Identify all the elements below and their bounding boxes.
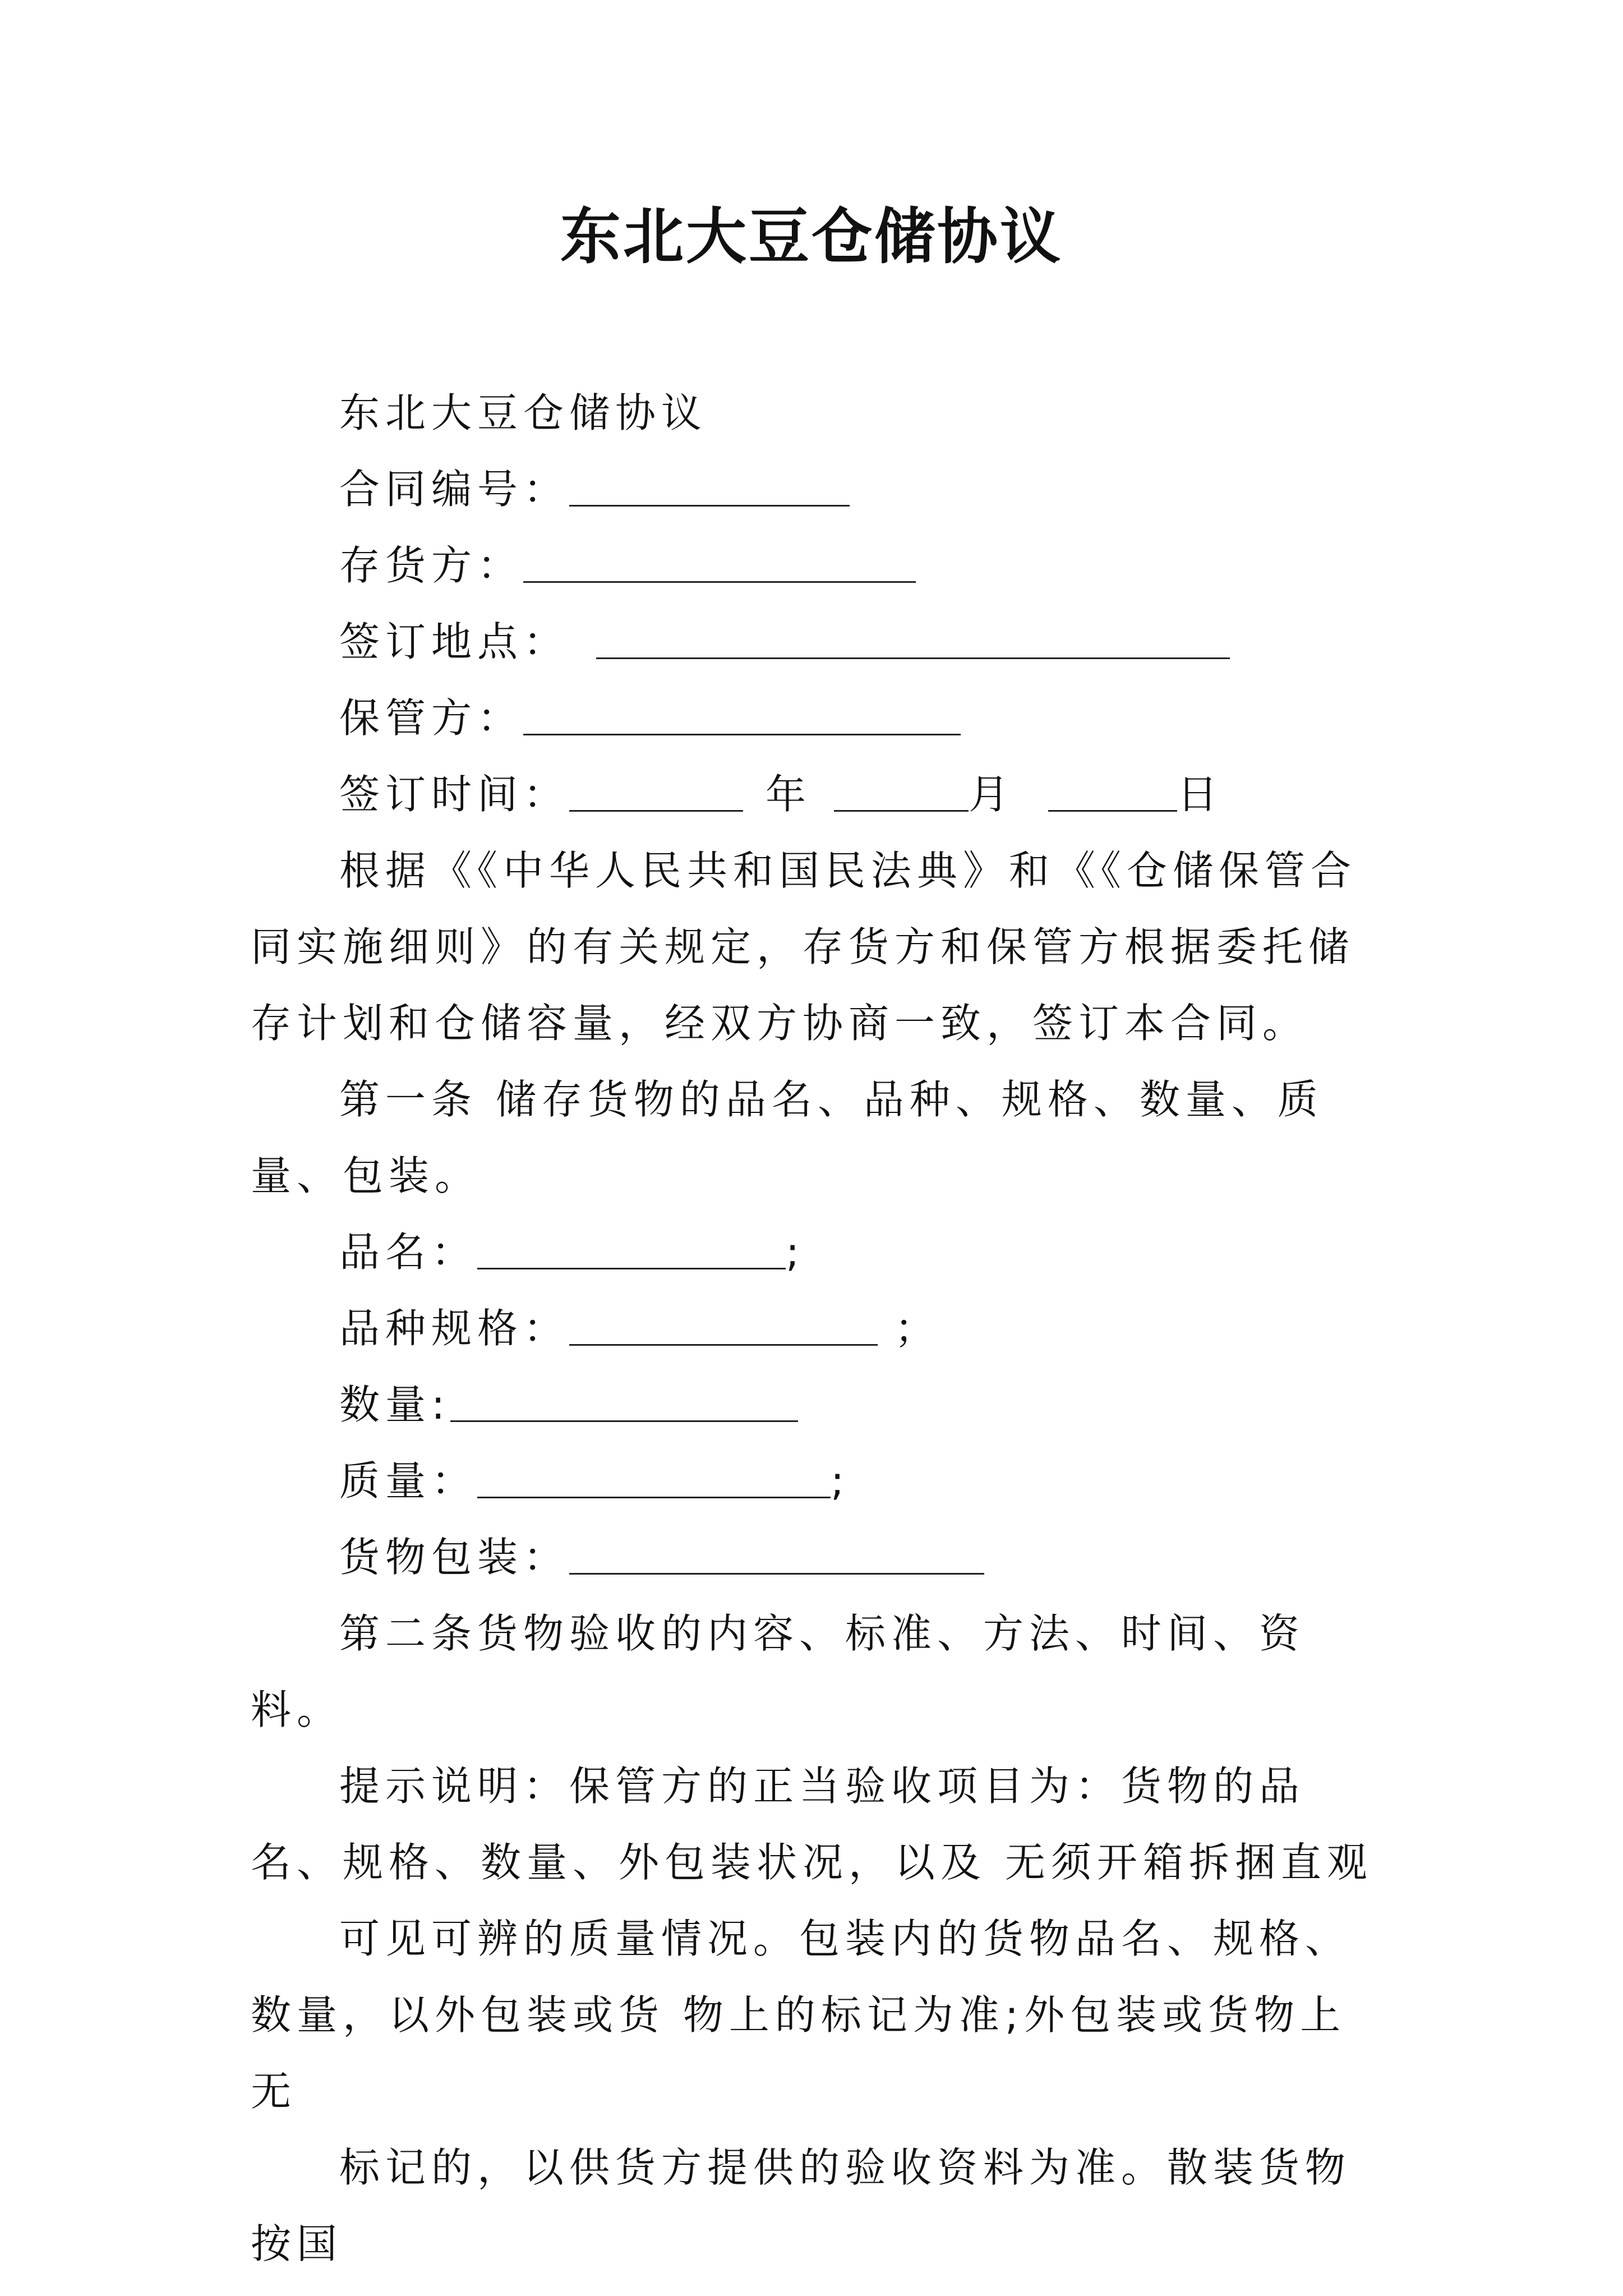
spec-label: 品种规格： — [339, 1305, 570, 1352]
month-label: 月 — [969, 771, 1015, 818]
depositor-label: 存货方： — [339, 542, 524, 589]
spec-line — [251, 1290, 1384, 1366]
quantity-line — [251, 1366, 1384, 1443]
quantity-label: 数量: — [339, 1381, 451, 1428]
product-name-end: ; — [786, 1228, 805, 1276]
custodian-blank — [523, 699, 961, 735]
depositor-line — [251, 527, 1384, 604]
document-title: 东北大豆仓储协议 — [560, 201, 1063, 272]
month-blank — [834, 775, 969, 812]
product-name-blank — [477, 1233, 786, 1269]
quantity-blank — [450, 1386, 798, 1422]
custodian-line — [251, 680, 1384, 756]
packaging-line — [251, 1519, 1384, 1595]
day-blank — [1048, 775, 1177, 812]
year-blank — [569, 775, 743, 812]
packaging-label: 货物包装： — [339, 1534, 570, 1581]
document-body — [251, 375, 1384, 2282]
preamble-paragraph: 根据《《中华人民共和国民法典》和《《仓储保管合同实施细则》的有关规定，存货方和保管方根据委托储存计划和仓储容量，经双方协商一致，签订本合同。 — [251, 847, 1357, 1047]
article-2-note-2: 可见可辨的质量情况。包装内的货物品名、规格、数量，以外包装或货 物上的标记为准;外包装或货物上无 — [251, 1915, 1352, 2115]
contract-no-label: 合同编号： — [339, 466, 570, 513]
sign-time-line — [251, 756, 1384, 832]
product-name-label: 品名： — [339, 1228, 478, 1276]
quality-line — [251, 1443, 1384, 1519]
article-1-heading: 第一条 储存货物的品名、品种、规格、数量、质量、包装。 — [251, 1076, 1324, 1199]
article-2-note-3: 标记的，以供货方提供的验收资料为准。散装货物按国 — [251, 2144, 1352, 2267]
sign-place-line — [251, 604, 1384, 680]
sign-place-label: 签订地点： — [339, 618, 570, 665]
year-label: 年 — [766, 771, 812, 818]
spec-end: ； — [895, 1305, 941, 1352]
article-2-heading: 第二条货物验收的内容、标准、方法、时间、资料。 — [251, 1610, 1306, 1733]
packaging-blank — [569, 1538, 984, 1575]
quality-blank — [477, 1462, 831, 1498]
quality-label: 质量： — [339, 1457, 478, 1504]
quality-end: ; — [831, 1457, 850, 1504]
article-2-note-1: 提示说明：保管方的正当验收项目为：货物的品名、规格、数量、外包装状况，以及 无须开箱拆捆直观 — [251, 1763, 1373, 1886]
product-name-line — [251, 1214, 1384, 1290]
subtitle: 东北大豆仓储协议 — [339, 389, 708, 436]
contract-no-line — [251, 451, 1384, 527]
depositor-blank — [523, 546, 916, 583]
spec-blank — [569, 1309, 878, 1346]
subtitle-line — [251, 375, 1384, 451]
contract-no-blank — [569, 470, 850, 507]
sign-place-blank — [596, 623, 1230, 659]
day-label: 日 — [1177, 771, 1224, 818]
custodian-label: 保管方： — [339, 694, 524, 742]
sign-time-label: 签订时间： — [339, 771, 570, 818]
